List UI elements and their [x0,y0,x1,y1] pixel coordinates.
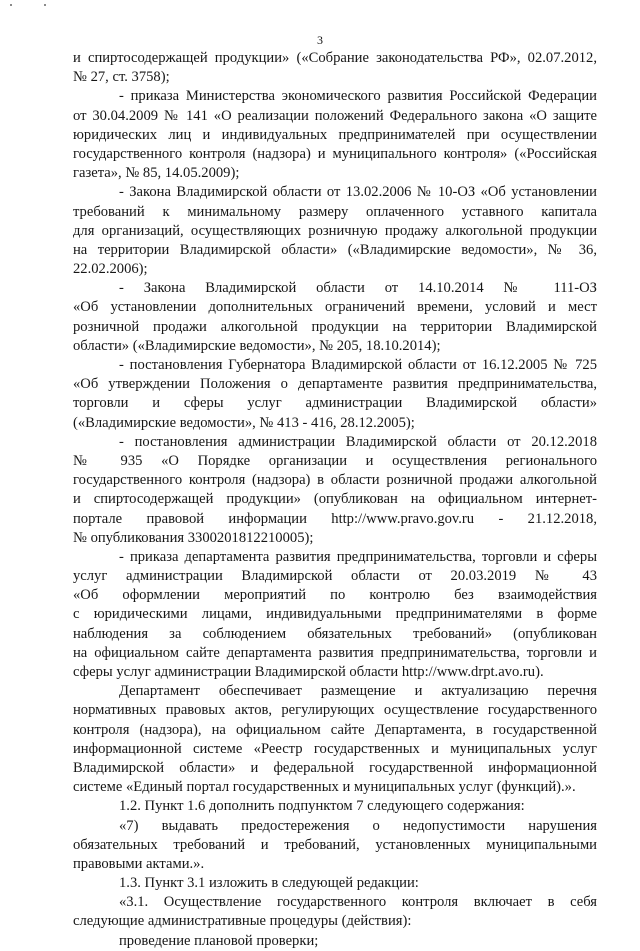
text-line: «7) выдавать предостережения о недопустимости нарушения [119,817,597,834]
text-line: - приказа департамента развития предпринимательства, торговли и сферы [119,548,597,565]
text-line: от 30.04.2009 № 141 «О реализации положений Федерального закона «О защите [73,107,597,124]
text-line: контроля (надзора), на официальном сайте Департамента, в государственной [73,721,597,738]
paragraph [73,183,597,279]
text-line: - постановления Губернатора Владимирской области от 16.12.2005 № 725 [119,357,597,373]
text-line: для организаций, осуществляющих розничную продажу алкогольной продукции [73,222,597,239]
text-line: торговли и сферы услуг администрации Владимирской области» [73,395,597,412]
text-line: № 935 «О Порядке организации и осуществления регионального [73,452,597,469]
text-line: нормативных правовых актов, регулирующих осуществление государственного [73,702,597,719]
text-line: 22.02.2006); [73,261,148,278]
page-number: 3 [317,33,323,47]
text-line: на официальном сайте департамента развития предпринимательства, торговли и [73,644,597,661]
text-line: № опубликования 3300201812210005); [73,529,314,546]
text-line: на территории Владимирской области» («Владимирские ведомости», № 36, [73,241,597,258]
text-line: «Об утверждении Положения о департаменте развития предпринимательства, [73,376,597,393]
text-line: розничной продажи алкогольной продукции на территории Владимирской [73,318,597,335]
text-line: наблюдения за соблюдением обязательных требований» (опубликован [73,625,597,642]
text-line: и спиртосодержащей продукции» (опубликован на официальном интернет- [73,491,597,508]
text-line: - Закона Владимирской области от 13.02.2006 № 10-ОЗ «Об установлении [119,184,597,201]
paragraph [73,356,597,433]
text-line: сферы услуг администрации Владимирской области http://www.drpt.avo.ru). [73,664,544,680]
text-line: «3.1. Осуществление государственного контроля включает в себя [119,894,597,911]
text-line: системе «Единый портал государственных и муниципальных услуг (функций).». [73,779,576,796]
scan-speck [44,4,46,6]
paragraph [73,817,597,875]
text-line: с юридическими лицами, индивидуальными предпринимателями в форме [73,606,597,623]
text-line: газета», № 85, 14.05.2009); [73,165,240,182]
text-line: обязательных требований и требований, установленных муниципальными [73,836,597,853]
text-line: - постановления администрации Владимирской области от 20.12.2018 [119,433,597,450]
text-line: Департамент обеспечивает размещение и актуализацию перечня [119,683,597,700]
text-line: Владимирской области» и федеральной государственной информационной [73,759,597,776]
paragraph [73,893,597,931]
paragraph [73,874,597,893]
text-line: портале правовой информации http://www.pravo.gov.ru - 21.12.2018, [73,510,597,527]
paragraph [73,279,597,356]
scan-speck [10,4,12,6]
paragraph [73,548,597,682]
text-line: информационной системе «Реестр государственных и муниципальных услуг [73,740,597,757]
text-line: области» («Владимирские ведомости», № 205, 18.10.2014); [73,337,441,354]
paragraph [73,49,597,87]
text-line: 1.2. Пункт 1.6 дополнить подпунктом 7 следующего содержания: [119,798,525,815]
paragraph [73,797,597,816]
paragraph [73,682,597,797]
text-line: («Владимирские ведомости», № 413 - 416, 28.12.2005); [73,414,415,431]
text-line: государственного контроля (надзора) в области розничной продажи алкогольной [73,472,597,489]
text-line: «Об установлении дополнительных ограничений времени, условий и мест [73,299,597,316]
paragraph [73,87,597,183]
text-line: - приказа Министерства экономического развития Российской Федерации [119,88,597,105]
text-line: следующие административные процедуры (действия): [73,913,412,930]
text-line: юридических лиц и индивидуальных предпринимателей при осуществлении [73,126,597,143]
paragraph [73,932,597,951]
document-body [73,49,597,951]
text-line: государственного контроля (надзора) и муниципального контроля» («Российская [73,145,597,162]
text-line: - Закона Владимирской области от 14.10.2014 № 111-ОЗ [119,280,597,297]
text-line: № 27, ст. 3758); [73,69,170,86]
text-line: 1.3. Пункт 3.1 изложить в следующей редакции: [119,875,419,892]
text-line: услуг администрации Владимирской области от 20.03.2019 № 43 [73,568,597,585]
text-line: и спиртосодержащей продукции» («Собрание законодательства РФ», 02.07.2012, [73,50,597,66]
text-line: требований к минимальному размеру оплаченного уставного капитала [73,203,597,220]
text-line: «Об оформлении мероприятий по контролю без взаимодействия [73,587,597,604]
paragraph [73,433,597,548]
text-line: проведение плановой проверки; [119,932,319,949]
text-line: правовыми актами.». [73,855,205,872]
